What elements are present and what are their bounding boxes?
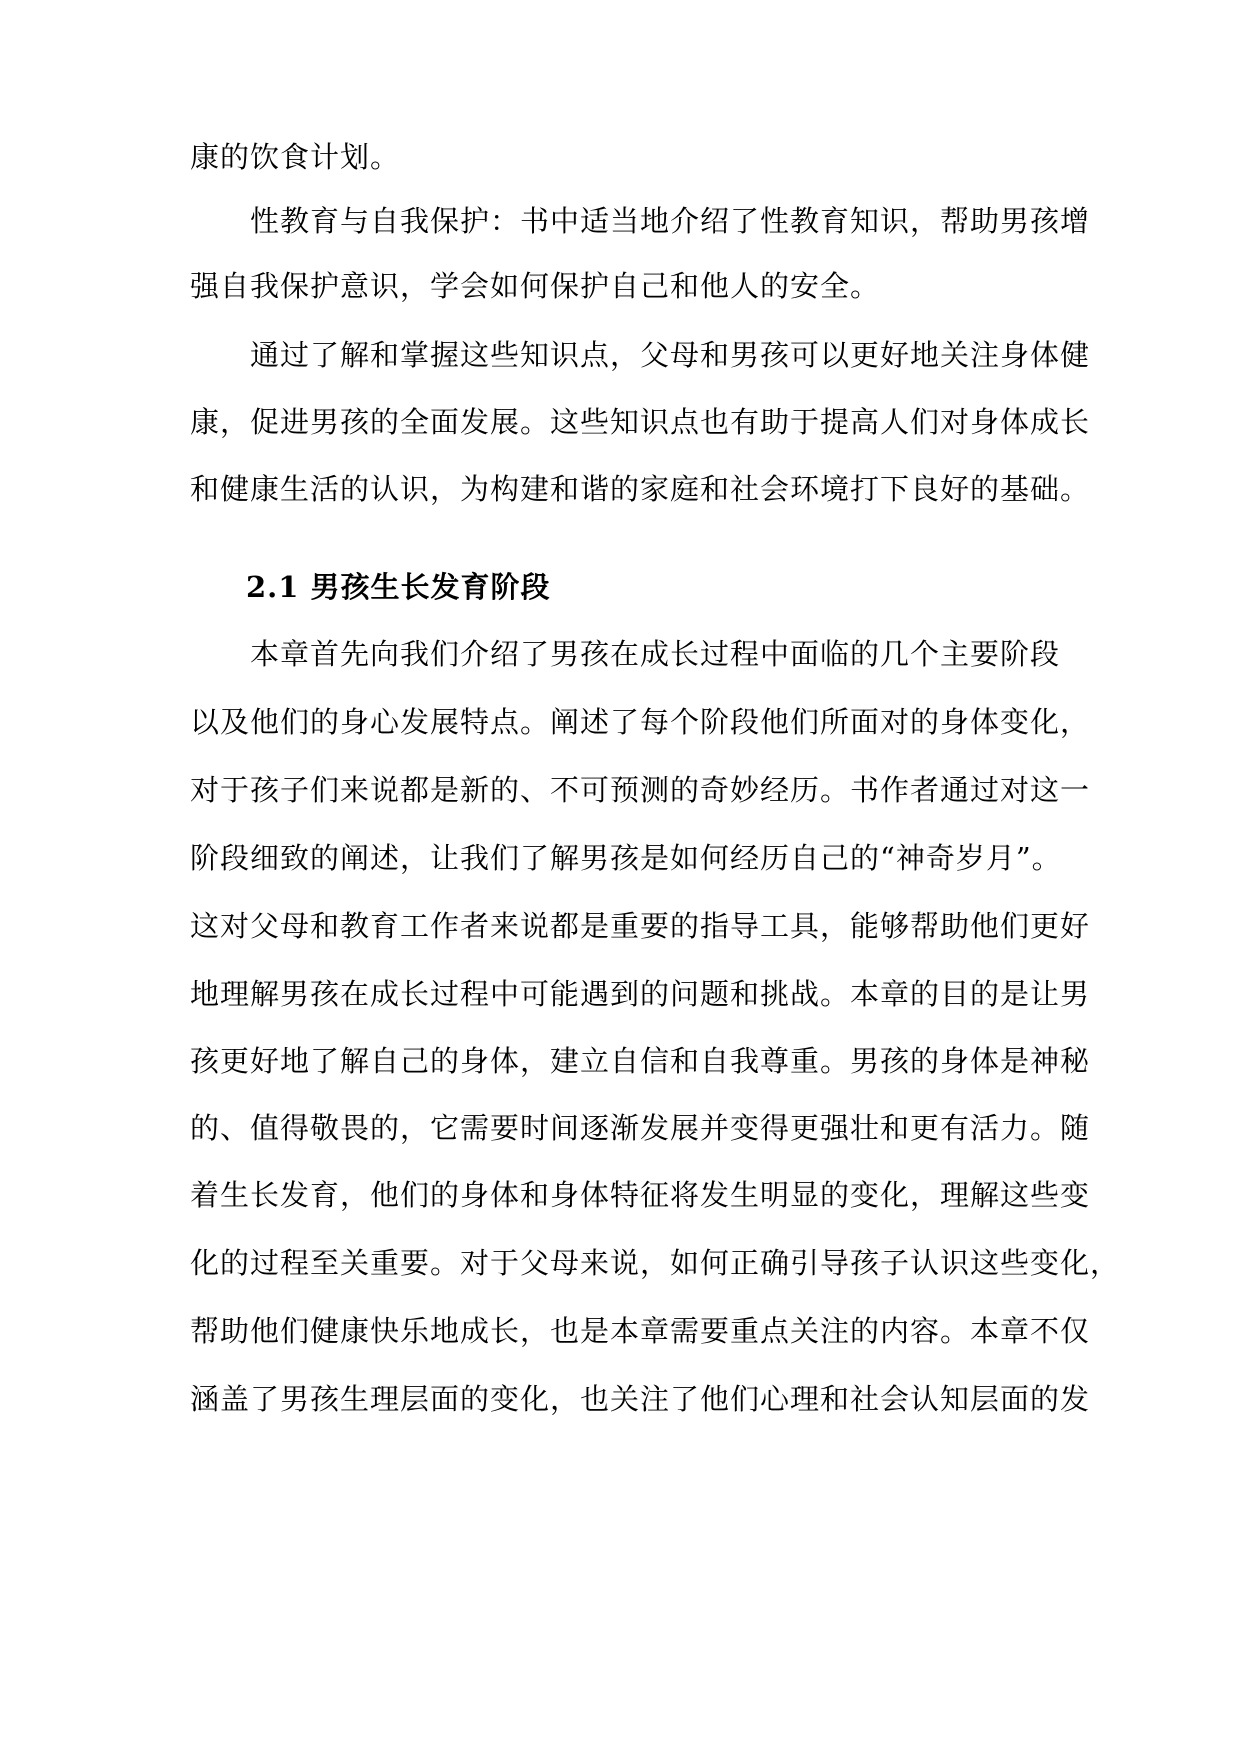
body-text-line: 地理解男孩在成长过程中可能遇到的问题和挑战。本章的目的是让男: [190, 977, 1091, 1011]
body-text-line: 着生长发育，他们的身体和身体特征将发生明显的变化，理解这些变: [190, 1178, 1091, 1212]
body-text-line: 孩更好地了解自己的身体，建立自信和自我尊重。男孩的身体是神秘: [190, 1044, 1091, 1078]
body-text-line: 阶段细致的阐述，让我们了解男孩是如何经历自己的“神奇岁月”。: [190, 841, 1062, 875]
body-text-line: 和健康生活的认识，为构建和谐的家庭和社会环境打下良好的基础。: [190, 472, 1091, 506]
body-text-line: 的、值得敬畏的，它需要时间逐渐发展并变得更强壮和更有活力。随: [190, 1111, 1091, 1145]
body-text-line: 涵盖了男孩生理层面的变化，也关注了他们心理和社会认知层面的发: [190, 1382, 1091, 1416]
body-text-line: 这对父母和教育工作者来说都是重要的指导工具，能够帮助他们更好: [190, 909, 1091, 943]
body-text-line: 以及他们的身心发展特点。阐述了每个阶段他们所面对的身体变化，: [190, 705, 1091, 739]
section-heading: 2.1 男孩生长发育阶段: [246, 570, 551, 604]
body-text-line: 通过了解和掌握这些知识点，父母和男孩可以更好地关注身体健: [190, 338, 1091, 372]
body-text-line: 性教育与自我保护：书中适当地介绍了性教育知识，帮助男孩增: [190, 204, 1091, 238]
body-text-line: 本章首先向我们介绍了男孩在成长过程中面临的几个主要阶段: [190, 637, 1061, 671]
body-text-line: 康，促进男孩的全面发展。这些知识点也有助于提高人们对身体成长: [190, 405, 1091, 439]
body-text-line: 康的饮食计划。: [190, 140, 401, 174]
body-text-line: 强自我保护意识，学会如何保护自己和他人的安全。: [190, 269, 881, 303]
body-text-line: 化的过程至关重要。对于父母来说，如何正确引导孩子认识这些变化，: [190, 1246, 1121, 1280]
body-text-line: 帮助他们健康快乐地成长，也是本章需要重点关注的内容。本章不仅: [190, 1314, 1091, 1348]
body-text-line: 对于孩子们来说都是新的、不可预测的奇妙经历。书作者通过对这一: [190, 773, 1091, 807]
